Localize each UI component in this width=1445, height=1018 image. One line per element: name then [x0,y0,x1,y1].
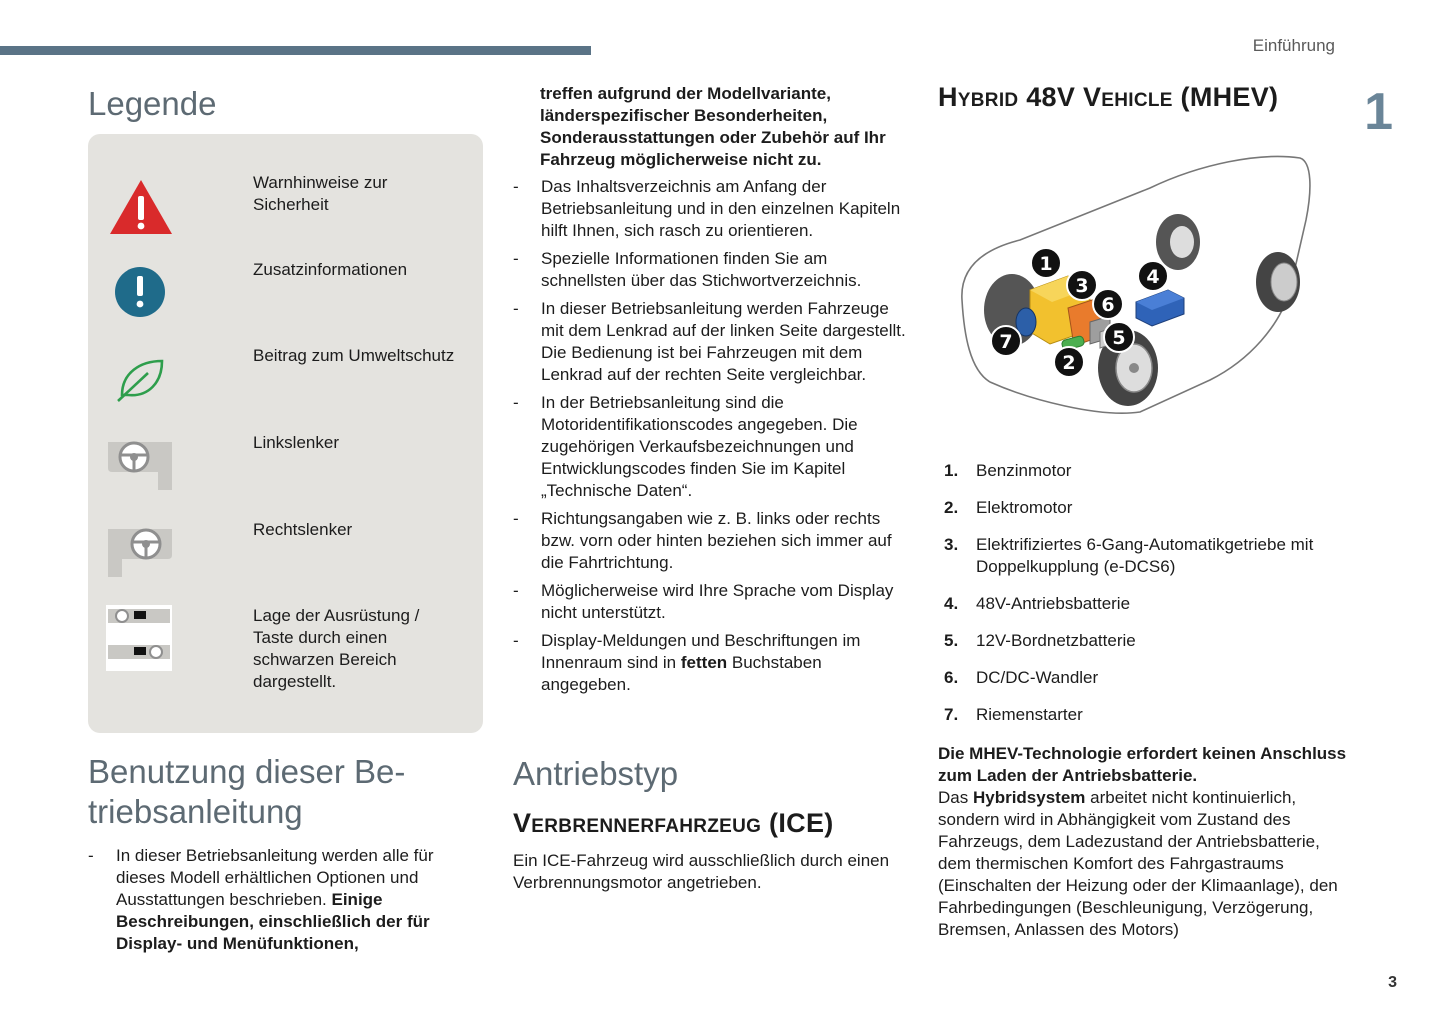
callout-4 [1138,261,1168,291]
part-item-48v-battery [944,593,1364,615]
legend-text-right-hand-drive: Rechtslenker [253,520,353,539]
equipment-location-icon [106,605,176,675]
legend-row-warning [88,172,483,252]
legend-row-environment [88,345,483,425]
callout-6 [1093,289,1123,319]
front-wheel-right [1256,252,1300,312]
right-hand-drive-icon [106,519,176,589]
part-num: 4. [944,594,959,613]
usage-title-line2: triebsanleitung [88,793,303,830]
usage-intro-bold-continued: treffen aufgrund der Modellvariante, länderspezifischer Besonderheiten, Sonderausstattungen oder Zubehör auf Ihr Fahrzeug möglicherweise nicht zu. [540,84,886,169]
legend-box [88,134,483,733]
svg-text:4: 4 [1146,266,1160,288]
legend-text-environment: Beitrag zum Umweltschutz [253,346,455,365]
usage-intro-bold: Einige Beschreibungen, einschließlich der für Display- und Menüfunktionen, [116,890,430,953]
mhev-parts-list [944,460,1364,741]
display-messages-text-end: Buchstaben angegeben. [541,653,822,694]
svg-text:6: 6 [1101,294,1115,316]
usage-title-line1: Benutzung dieser Be- [88,753,406,790]
usage-item-steering: - In dieser Betriebsanleitung werden Fahrzeuge mit dem Lenkrad auf der linken Seite dargestellt. Die Bedienung ist bei Fahrzeugen mit dem Lenkrad auf der rechten Seite vergleichbar. [513,298,908,386]
usage-item-toc: - Das Inhaltsverzeichnis am Anfang der Betriebsanleitung und in den einzelnen Kapiteln hilft Ihnen, sich rasch zu orientieren. [513,176,908,242]
part-label: Benzinmotor [976,461,1072,480]
section-label: Einführung [1252,36,1335,55]
mhev-description-bold: Die MHEV-Technologie erfordert keinen Anschluss zum Laden der Antriebsbatterie. [938,744,1347,785]
usage-item-directions: - Richtungsangaben wie z. B. links oder rechts bzw. vorn oder hinten beziehen sich immer auf die Fahrtrichtung. [513,508,908,574]
callout-3 [1067,270,1097,300]
display-messages-bold: fetten [680,653,728,672]
callout-2 [1054,347,1084,377]
usage-title [88,752,488,832]
mhev-description-rest: arbeitet nicht kontinuierlich, sondern wird in Abhängigkeit vom Zustand des Fahrzeugs, dem Ladezustand der Antriebsbatterie, dem thermischen Komfort des Fahrgastraums (Einschalten der Heizung oder der Klimaanlage), den Fahrbedingungen (Beschleunigung, Verzögerung, Bremsen, Anlassen des Motors) [938,788,1338,939]
legend-title: Legende [88,85,217,122]
left-hand-drive-icon [106,432,176,502]
usage-intro-list [88,845,483,961]
ice-text: Ein ICE-Fahrzeug wird ausschließlich durch einen Verbrennungsmotor angetrieben. [513,851,890,892]
svg-text:2: 2 [1062,352,1076,374]
usage-intro-text: In dieser Betriebsanleitung werden alle für dieses Modell erhältlichen Optionen und Ausstattungen beschrieben. [116,846,434,909]
usage-item-display-messages [513,630,908,696]
part-num: 7. [944,705,959,724]
battery-48v-block [1136,290,1184,326]
mhev-car-diagram [950,150,1320,420]
info-circle-icon [106,259,176,329]
mhev-description [938,743,1348,941]
part-item-12v-battery [944,630,1364,652]
usage-item-language: - Möglicherweise wird Ihre Sprache vom Display nicht unterstützt. [513,580,908,624]
usage-item-engine-codes: - In der Betriebsanleitung sind die Motoridentifikationscodes angegeben. Die zugehörigen Verkaufsbezeichnungen und Entwicklungscodes finden Sie im Kapitel „Technische Daten“. [513,392,908,502]
warning-triangle-icon [106,172,176,242]
part-label: Elektrifiziertes 6-Gang-Automatikgetriebe mit Doppelkupplung (e-DCS6) [976,535,1314,576]
part-num: 6. [944,668,959,687]
header-accent-bar [0,46,591,55]
part-item-belt-starter [944,704,1364,726]
part-num: 3. [944,535,959,554]
part-num: 2. [944,498,959,517]
ice-title: Verbrennerfahrzeug (ICE) [513,808,834,838]
svg-text:5: 5 [1112,327,1126,349]
part-item-petrol-engine [944,460,1364,482]
mhev-description-pre: Das [938,788,973,807]
page-number: 3 [1388,974,1397,991]
callout-5 [1104,322,1134,352]
leaf-icon [106,345,176,415]
mhev-title: Hybrid 48V Vehicle (MHEV) [938,82,1279,112]
part-label: 12V-Bordnetzbatterie [976,631,1136,650]
chapter-number: 1 [1364,83,1393,141]
part-label: Elektromotor [976,498,1073,517]
part-item-gearbox [944,534,1364,578]
mhev-description-hybrid: Hybridsystem [972,788,1086,807]
rear-wheel-right [1156,214,1200,270]
part-item-dcdc-converter [944,667,1364,689]
legend-text-warning: Warnhinweise zur Sicherheit [253,173,388,214]
svg-text:3: 3 [1075,275,1089,297]
svg-text:7: 7 [999,331,1013,353]
legend-row-left-hand-drive [88,432,483,512]
part-num: 1. [944,461,959,480]
usage-list [513,176,908,702]
legend-text-left-hand-drive: Linkslenker [253,433,339,452]
usage-item-index: - Spezielle Informationen finden Sie am schnellsten über das Stichwortverzeichnis. [513,248,908,292]
legend-text-equipment-location: Lage der Ausrüstung / Taste durch einen schwarzen Bereich dargestellt. [253,606,420,691]
part-num: 5. [944,631,959,650]
callout-7 [991,326,1021,356]
drive-type-title: Antriebstyp [513,755,679,792]
part-label: DC/DC-Wandler [976,668,1099,687]
legend-row-equipment-location [88,605,483,715]
part-label: 48V-Antriebsbatterie [976,594,1131,613]
legend-text-info: Zusatzinformationen [253,260,408,279]
svg-text:1: 1 [1039,253,1053,275]
usage-intro-item [88,845,483,955]
part-item-electric-motor [944,497,1364,519]
callout-1 [1031,248,1061,278]
part-label: Riemenstarter [976,705,1083,724]
legend-row-right-hand-drive [88,519,483,599]
legend-row-info [88,259,483,339]
display-messages-text: Display-Meldungen und Beschriftungen im Innenraum sind in [541,631,861,672]
